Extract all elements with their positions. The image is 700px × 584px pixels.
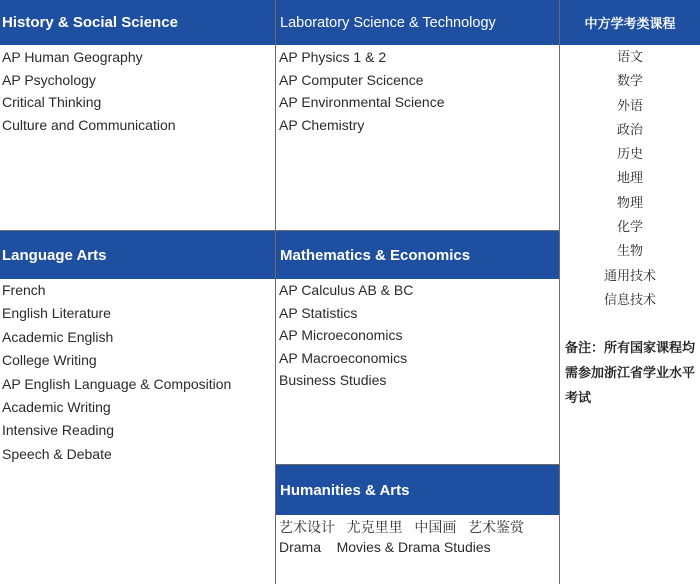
history-title: History & Social Science (2, 14, 178, 31)
list-item: 生物 (616, 243, 643, 259)
list-item: 历史 (616, 146, 643, 162)
divider-row1 (0, 230, 559, 231)
list-item: 通用技术 (603, 267, 656, 283)
humanities-title: Humanities & Arts (280, 481, 410, 499)
history-header (0, 0, 275, 45)
lab-list-cell (279, 46, 557, 136)
list-item: 艺术设计 尤克里里 中国画 艺术鉴赏 (279, 519, 525, 535)
list-item: 物理 (616, 194, 643, 210)
chinese-list (560, 45, 700, 312)
list-item: Critical Thinking (2, 94, 102, 110)
language-list (2, 279, 272, 466)
divider-left (275, 0, 276, 584)
list-item: 外语 (616, 97, 643, 113)
list-item: AP Macroeconomics (279, 349, 408, 366)
list-item: AP Computer Scicence (279, 71, 424, 88)
language-title: Language Arts (2, 246, 107, 264)
chinese-list-cell (560, 45, 700, 312)
language-list-cell (2, 279, 272, 466)
list-item: 地理 (616, 170, 643, 186)
lab-title: Laboratory Science & Technology (280, 14, 496, 31)
history-list-cell (2, 46, 272, 136)
list-item: AP Statistics (279, 304, 358, 321)
list-item: AP English Language & Composition (2, 375, 232, 392)
math-list-cell (279, 279, 557, 392)
list-item: Culture and Communication (2, 116, 176, 133)
humanities-list (279, 517, 557, 557)
list-item: Business Studies (279, 372, 387, 388)
list-item: AP Human Geography (2, 49, 143, 65)
humanities-list-cell (279, 517, 557, 557)
list-item: 政治 (616, 121, 643, 137)
humanities-header (276, 465, 559, 515)
math-title: Mathematics & Economics (280, 246, 471, 264)
list-item: AP Physics 1 & 2 (279, 49, 387, 65)
history-list (2, 46, 272, 136)
lab-header (276, 0, 559, 45)
list-item: French (2, 282, 46, 298)
list-item: AP Calculus AB & BC (279, 282, 414, 298)
language-header (0, 231, 275, 279)
list-item: AP Environmental Science (279, 94, 445, 110)
list-item: AP Microeconomics (279, 327, 403, 343)
note-text: 备注：所有国家课程均需参加浙江省学业水平考试 (565, 340, 696, 405)
list-item: Intensive Reading (2, 422, 115, 439)
list-item: AP Chemistry (279, 116, 365, 133)
list-item: English Literature (2, 305, 111, 322)
list-item: AP Psychology (2, 71, 96, 88)
divider-row2 (276, 464, 559, 465)
list-item: 语文 (616, 49, 643, 64)
list-item: Academic Writing (2, 399, 111, 416)
list-item: Academic English (2, 328, 114, 345)
list-item: 数学 (616, 73, 643, 89)
list-item: 化学 (616, 219, 643, 235)
math-list (279, 279, 557, 392)
lab-list (279, 46, 557, 136)
list-item: Speech & Debate (2, 445, 112, 462)
list-item: Drama Movies & Drama Studies (279, 539, 491, 555)
list-item: College Writing (2, 352, 97, 369)
math-header (276, 231, 559, 279)
chinese-header (560, 0, 700, 45)
chinese-title: 中方学考类课程 (584, 16, 676, 31)
chinese-note (560, 335, 700, 410)
list-item: 信息技术 (603, 291, 656, 307)
